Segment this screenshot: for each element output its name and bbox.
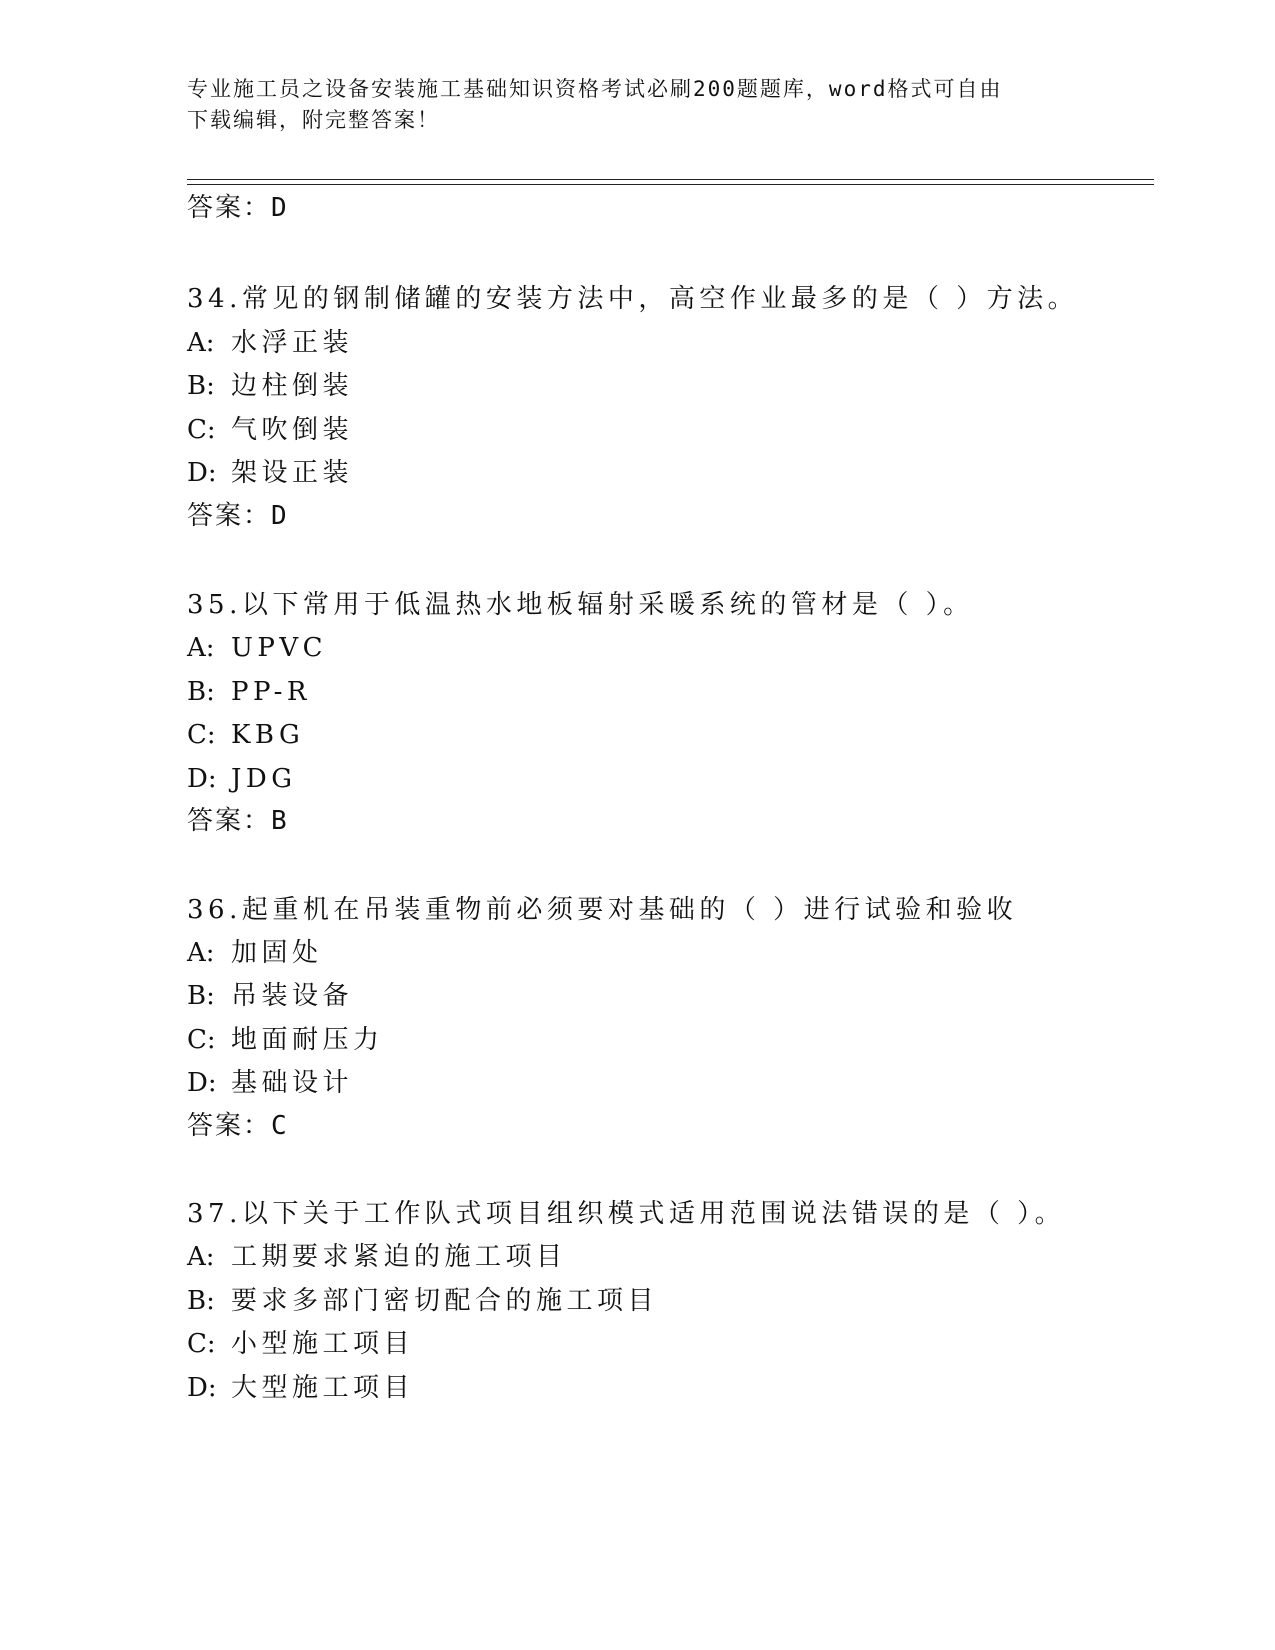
question-35: 35.以下常用于低温热水地板辐射采暖系统的管材是（ ）。 (187, 590, 974, 620)
option-text: PP-R (231, 677, 311, 707)
question-36-answer: 答案：C (187, 1111, 289, 1141)
option-text: 大型施工项目 (231, 1373, 415, 1403)
option-letter: B: (187, 371, 215, 401)
option-letter: D: (187, 1068, 217, 1098)
question-37-option-d (187, 1370, 414, 1406)
question-37-option-a (187, 1239, 567, 1275)
option-letter: A: (187, 1242, 215, 1272)
option-letter: A: (187, 938, 215, 968)
question-35-option-d (187, 761, 297, 797)
option-letter: B: (187, 677, 215, 707)
option-text: 边柱倒装 (231, 371, 354, 401)
document-header (187, 74, 1087, 136)
option-text: UPVC (231, 633, 328, 663)
question-34-option-b (187, 368, 353, 404)
option-text: 工期要求紧迫的施工项目 (231, 1242, 567, 1272)
option-text: 气吹倒装 (231, 415, 354, 445)
header-divider-bottom (187, 184, 1154, 185)
header-divider-top (187, 179, 1154, 180)
option-letter: A: (187, 633, 215, 663)
header-line-2: 下载编辑，附完整答案！ (187, 108, 440, 132)
question-37: 37.以下关于工作队式项目组织模式适用范围说法错误的是（ ）。 (187, 1199, 1066, 1229)
question-36-option-b (187, 978, 353, 1014)
option-text: 吊装设备 (231, 981, 354, 1011)
question-35-option-a (187, 630, 327, 666)
question-35-answer: 答案：B (187, 806, 289, 836)
option-text: 要求多部门密切配合的施工项目 (231, 1286, 659, 1316)
question-34-answer: 答案：D (187, 501, 289, 531)
option-text: 水浮正装 (231, 328, 354, 358)
question-36-option-a (187, 935, 323, 971)
option-text: JDG (231, 764, 297, 794)
question-37-option-c (187, 1326, 414, 1362)
question-36-option-d (187, 1065, 353, 1101)
option-letter: C: (187, 720, 216, 750)
option-text: 架设正装 (231, 458, 354, 488)
option-text: 基础设计 (231, 1068, 354, 1098)
question-37-option-b (187, 1283, 658, 1319)
question-34-option-a (187, 325, 353, 361)
option-text: 小型施工项目 (231, 1329, 415, 1359)
header-line-1: 专业施工员之设备安装施工基础知识资格考试必刷200题题库，word格式可自由 (187, 77, 1003, 101)
option-letter: C: (187, 1025, 216, 1055)
option-letter: A: (187, 328, 215, 358)
option-text: KBG (231, 720, 305, 750)
option-letter: D: (187, 764, 217, 794)
option-letter: B: (187, 981, 215, 1011)
option-text: 加固处 (231, 938, 323, 968)
question-34-option-c (187, 412, 353, 448)
question-36: 36.起重机在吊装重物前必须要对基础的（ ）进行试验和验收 (187, 895, 1018, 925)
question-34-option-d (187, 455, 353, 491)
question-34: 34.常见的钢制储罐的安装方法中，高空作业最多的是（ ）方法。 (187, 284, 1079, 314)
question-35-option-c (187, 717, 304, 753)
option-letter: B: (187, 1286, 215, 1316)
question-36-option-c (187, 1022, 384, 1058)
option-text: 地面耐压力 (231, 1025, 384, 1055)
option-letter: C: (187, 1329, 216, 1359)
option-letter: D: (187, 458, 217, 488)
previous-answer: 答案：D (187, 193, 289, 223)
option-letter: D: (187, 1373, 217, 1403)
option-letter: C: (187, 415, 216, 445)
question-35-option-b (187, 674, 311, 710)
